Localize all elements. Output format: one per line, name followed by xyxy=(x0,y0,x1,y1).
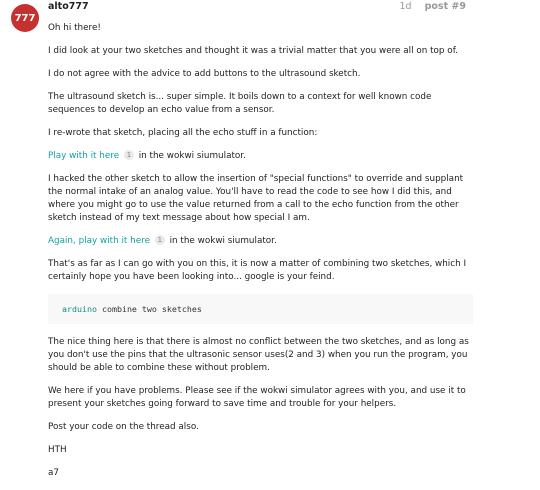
post-body xyxy=(48,22,473,490)
post-number[interactable]: post #9 xyxy=(424,1,466,12)
username-link[interactable]: alto777 xyxy=(48,1,89,12)
paragraph: Post your code on the thread also. xyxy=(48,422,199,432)
click-count-badge: 1 xyxy=(155,235,165,245)
code-block xyxy=(48,294,473,324)
paragraph: I did look at your two sketches and thought it was a trivial matter that you were all on top of. xyxy=(48,46,458,56)
code-text: combine two sketches xyxy=(96,304,202,314)
paragraph-with-link xyxy=(48,235,473,248)
paragraph: The nice thing here is that there is almost no conflict between the two sketches, and as long as you don't use the pins that the ultrasonic sensor uses(2 and 3) when you run the program, you should be able to combine these without problem. xyxy=(48,337,469,373)
paragraph: HTH xyxy=(48,445,67,455)
post-age[interactable]: 1d xyxy=(399,1,412,12)
signature: a7 xyxy=(48,468,59,478)
code-keyword: arduino xyxy=(62,304,97,314)
paragraph: The ultrasound sketch is... super simple. It boils down to a context for well known code sequences to develop an echo value from a sensor. xyxy=(48,92,432,115)
paragraph: I do not agree with the advice to add buttons to the ultrasound sketch. xyxy=(48,69,361,79)
link-suffix: in the wokwi siumulator. xyxy=(135,151,246,161)
paragraph: I hacked the other sketch to allow the insertion of "special functions" to override and supplant the normal intake of an analog value. You'll have to read the code to see how I did this, and where you might go to use the value returned from a call to the echo function from the other sketch instead of my text message about how special I am. xyxy=(48,174,464,223)
click-count-badge: 1 xyxy=(124,150,134,160)
post-meta xyxy=(399,1,466,12)
wokwi-link[interactable]: Again, play with it here xyxy=(48,236,150,246)
paragraph: We here if you have problems. Please see if the wokwi simulator agrees with you, and use it to present your sketches going forward to save time and trouble for your helpers. xyxy=(48,386,466,409)
wokwi-link[interactable]: Play with it here xyxy=(48,151,120,161)
paragraph-with-link xyxy=(48,150,473,163)
paragraph: I re-wrote that sketch, placing all the echo stuff in a function: xyxy=(48,128,318,138)
paragraph: Oh hi there! xyxy=(48,23,101,33)
link-suffix: in the wokwi siumulator. xyxy=(166,236,277,246)
paragraph: That's as far as I can go with you on this, it is now a matter of combining two sketches, which I certainly hope you have been looking into... google is your feind. xyxy=(48,259,467,282)
avatar[interactable]: 777 xyxy=(11,4,39,32)
